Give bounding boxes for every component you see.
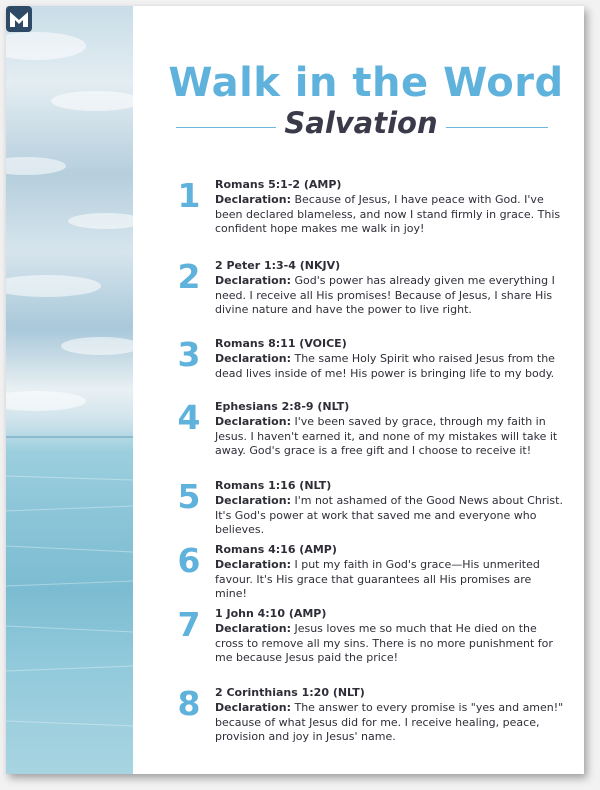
- item-number: 3: [177, 335, 201, 374]
- declaration-label: Declaration:: [215, 558, 291, 571]
- ministry-logo-icon: [6, 6, 32, 32]
- scripture-reference: 1 John 4:10 (AMP): [215, 607, 327, 620]
- item-number: 1: [177, 176, 201, 215]
- page-subtitle: Salvation: [284, 106, 438, 140]
- scripture-reference: Romans 8:11 (VOICE): [215, 337, 347, 350]
- declaration-text: [215, 558, 565, 602]
- scripture-reference: Romans 1:16 (NLT): [215, 479, 332, 492]
- declaration-label: Declaration:: [215, 494, 291, 507]
- subtitle-divider-left: [176, 127, 276, 128]
- declaration-body: God's power has already given me everything I need. I receive all His promises! Because of Jesus, I share His divine nature and have the power to live right.: [215, 274, 555, 316]
- declaration-body: The answer to every promise is "yes and amen!" because of what Jesus did for me. I receive healing, peace, provision and joy in Jesus' name.: [215, 701, 564, 743]
- declaration-text: [215, 701, 565, 745]
- page-title: Walk in the Word: [168, 60, 564, 106]
- subtitle-row: [176, 106, 548, 146]
- scripture-reference: Romans 4:16 (AMP): [215, 543, 337, 556]
- ocean-sky-image: [6, 6, 133, 774]
- declaration-body: The same Holy Spirit who raised Jesus from the dead lives inside of me! His power is bringing life to my body.: [215, 352, 555, 380]
- declaration-label: Declaration:: [215, 622, 291, 635]
- item-number: 8: [177, 684, 201, 723]
- scripture-reference: 2 Corinthians 1:20 (NLT): [215, 686, 365, 699]
- subtitle-divider-right: [446, 127, 548, 128]
- declaration-body: Jesus loves me so much that He died on the cross to remove all my sins. There is no more punishment for me because Jesus paid the price!: [215, 622, 553, 664]
- declaration-label: Declaration:: [215, 352, 291, 365]
- item-number: 2: [177, 257, 201, 296]
- declaration-text: [215, 622, 565, 666]
- declaration-text: [215, 352, 565, 381]
- declaration-label: Declaration:: [215, 193, 291, 206]
- declaration-text: [215, 274, 565, 318]
- scripture-reference: 2 Peter 1:3-4 (NKJV): [215, 259, 341, 272]
- declaration-body: I've been saved by grace, through my faith in Jesus. I haven't earned it, and none of my mistakes will take it away. God's grace is a free gift and I choose to receive it!: [215, 415, 558, 457]
- declaration-label: Declaration:: [215, 274, 291, 287]
- item-number: 7: [177, 605, 201, 644]
- declaration-label: Declaration:: [215, 415, 291, 428]
- declaration-text: [215, 193, 565, 237]
- item-number: 4: [177, 398, 201, 437]
- declaration-body: I put my faith in God's grace—His unmerited favour. It's His grace that guarantees all His promises are mine!: [215, 558, 540, 600]
- declaration-body: I'm not ashamed of the Good News about Christ. It's God's power at work that saved me and everyone who believes.: [215, 494, 563, 536]
- scripture-reference: Romans 5:1-2 (AMP): [215, 178, 342, 191]
- declaration-label: Declaration:: [215, 701, 291, 714]
- worksheet-page: [6, 6, 584, 774]
- declaration-text: [215, 415, 565, 459]
- item-number: 5: [177, 477, 201, 516]
- declaration-text: [215, 494, 565, 538]
- declaration-body: Because of Jesus, I have peace with God. I've been declared blameless, and now I stand firmly in grace. This confident hope makes me walk in joy!: [215, 193, 561, 235]
- scripture-reference: Ephesians 2:8-9 (NLT): [215, 400, 350, 413]
- ocean-texture: [6, 6, 133, 774]
- item-number: 6: [177, 541, 201, 580]
